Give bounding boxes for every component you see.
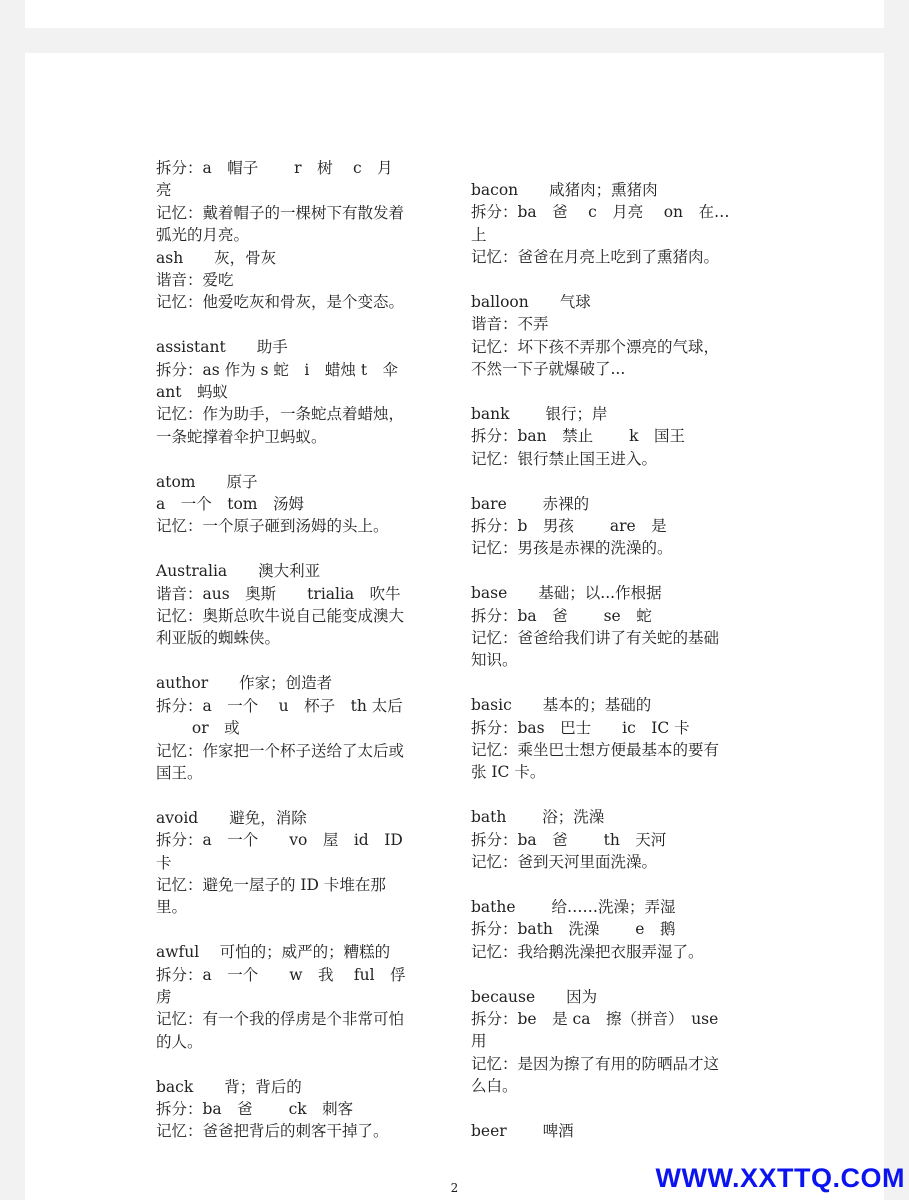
right-column-line: 记忆：坏下孩不弄那个漂亮的气球， (471, 337, 720, 356)
right-column-line: bare 赤裸的 (471, 494, 590, 513)
right-column-line: 记忆：是因为擦了有用的防晒品才这 (471, 1054, 720, 1073)
left-column-line: author 作家；创造者 (156, 674, 333, 693)
left-column-line: 记忆：有一个我的俘虏是个非常可怕 (156, 1010, 405, 1029)
left-column-line: avoid 避免，消除 (156, 808, 307, 827)
right-column-line: 谐音：不弄 (471, 315, 549, 334)
right-column-line: 记忆：乘坐巴士想方便最基本的要有 (471, 741, 720, 760)
right-column-line: 拆分：ba 爸 c 月亮 on 在… (471, 203, 730, 222)
blank-line (156, 448, 446, 470)
blank-line (156, 650, 446, 672)
blank-line (156, 538, 446, 560)
right-column-line: base 基础；以...作根据 (471, 584, 662, 603)
blank-line (471, 269, 763, 291)
left-column-line: 国王。 (156, 763, 203, 782)
left-column-line: or 或 (156, 719, 240, 738)
left-column-line: Australia 澳大利亚 (156, 562, 321, 581)
previous-page-edge (25, 0, 884, 28)
right-column-line: 拆分：bath 洗澡 e 鹅 (471, 920, 676, 939)
left-column-line: 卡 (156, 853, 172, 872)
left-column-line: awful 可怕的；威严的；糟糕的 (156, 943, 391, 962)
left-column-line: 记忆：他爱吃灰和骨灰，是个变态。 (156, 293, 405, 312)
left-column-line: 记忆：作为助手，一条蛇点着蜡烛， (156, 405, 405, 424)
left-column-line: 利亚版的蜘蛛侠。 (156, 629, 281, 648)
right-column-line: 记忆：我给鹅洗澡把衣服弄湿了。 (471, 942, 704, 961)
right-column-line: 拆分：b 男孩 are 是 (471, 517, 667, 536)
right-column-line: because 因为 (471, 987, 598, 1006)
right-column-line: bath 浴；洗澡 (471, 808, 605, 827)
left-column-line: assistant 助手 (156, 338, 288, 357)
right-column-line: bathe 给……洗澡；弄湿 (471, 897, 676, 916)
left-column-line: 拆分：ba 爸 ck 刺客 (156, 1099, 354, 1118)
left-column-line: 拆分：a 帽子 r 树 c 月 (156, 159, 393, 177)
left-column-line: 记忆：避免一屋子的 ID 卡堆在那 (156, 875, 386, 894)
blank-line (471, 784, 763, 806)
watermark-logo: WWW.XXTTQ.COM (655, 1163, 905, 1193)
page-number: 2 (450, 1181, 459, 1195)
blank-line (471, 381, 763, 403)
left-column-line: 拆分：a 一个 vo 屋 id ID (156, 831, 403, 850)
left-column-line: back 背；背后的 (156, 1077, 302, 1096)
right-column-line: 么白。 (471, 1077, 518, 1096)
right-column-line: 记忆：男孩是赤裸的洗澡的。 (471, 539, 673, 558)
right-column-line: 上 (471, 225, 487, 244)
right-column-line: 记忆：银行禁止国王进入。 (471, 449, 658, 468)
left-column-line: 记忆：作家把一个杯子送给了太后或 (156, 741, 405, 760)
left-column-line: 里。 (156, 898, 188, 917)
right-column (471, 179, 763, 1142)
left-column-line: ash 灰，骨灰 (156, 248, 277, 267)
right-column-line: 记忆：爸爸给我们讲了有关蛇的基础 (471, 629, 720, 648)
right-column-line: 张 IC 卡。 (471, 763, 546, 782)
right-column-line: 拆分：ba 爸 th 天河 (471, 830, 667, 849)
right-column-line: 拆分：bas 巴士 ic IC 卡 (471, 718, 690, 737)
left-column-line: 谐音：爱吃 (156, 271, 234, 290)
left-column-line: 记忆：奥斯总吹牛说自己能变成澳大 (156, 607, 405, 626)
right-column-line: 拆分：ban 禁止 k 国王 (471, 427, 685, 446)
left-column-line: a 一个 tom 汤姆 (156, 495, 304, 514)
left-column-line: 记忆：爸爸把背后的刺客干掉了。 (156, 1122, 389, 1141)
left-column-line: 的人。 (156, 1032, 203, 1051)
blank-line (471, 672, 763, 694)
left-column-line: 拆分：as 作为 s 蛇 i 蜡烛 t 伞 (156, 360, 399, 379)
left-column-line: 拆分：a 一个 u 杯子 th 太后 (156, 696, 403, 715)
right-column-line: bacon 咸猪肉；熏猪肉 (471, 181, 658, 199)
document-page (25, 53, 884, 1200)
right-column-line: 用 (471, 1032, 487, 1051)
left-column-line: 拆分：a 一个 w 我 ful 俘 (156, 965, 406, 984)
right-column-line: beer 啤酒 (471, 1121, 574, 1140)
blank-line (471, 963, 763, 985)
right-column-line: 记忆：爸到天河里面洗澡。 (471, 853, 658, 872)
right-column-line: bank 银行；岸 (471, 405, 608, 424)
right-column-line: 拆分：be 是 ca 擦（拼音） use (471, 1009, 719, 1028)
left-column (156, 157, 446, 1143)
left-column-line: 谐音：aus 奥斯 trialia 吹牛 (156, 584, 401, 603)
right-column-line: basic 基本的；基础的 (471, 696, 652, 715)
blank-line (156, 314, 446, 336)
right-column-line: 不然一下子就爆破了... (471, 360, 626, 379)
right-column-line: 知识。 (471, 651, 518, 670)
right-column-line: 拆分：ba 爸 se 蛇 (471, 606, 652, 625)
left-column-line: 弧光的月亮。 (156, 226, 250, 245)
left-column-line: ant 蚂蚁 (156, 383, 228, 402)
left-column-line: atom 原子 (156, 472, 258, 491)
blank-line (471, 1098, 763, 1120)
blank-line (156, 784, 446, 806)
left-column-line: 亮 (156, 181, 172, 200)
left-column-line: 一条蛇撑着伞护卫蚂蚁。 (156, 427, 327, 446)
blank-line (471, 470, 763, 492)
left-column-line: 虏 (156, 987, 172, 1006)
left-column-line: 记忆：一个原子砸到汤姆的头上。 (156, 517, 389, 536)
blank-line (471, 874, 763, 896)
blank-line (156, 1053, 446, 1075)
left-column-line: 记忆：戴着帽子的一棵树下有散发着 (156, 203, 405, 222)
blank-line (471, 560, 763, 582)
blank-line (156, 919, 446, 941)
right-column-line: balloon 气球 (471, 293, 591, 312)
right-column-line: 记忆：爸爸在月亮上吃到了熏猪肉。 (471, 248, 720, 267)
